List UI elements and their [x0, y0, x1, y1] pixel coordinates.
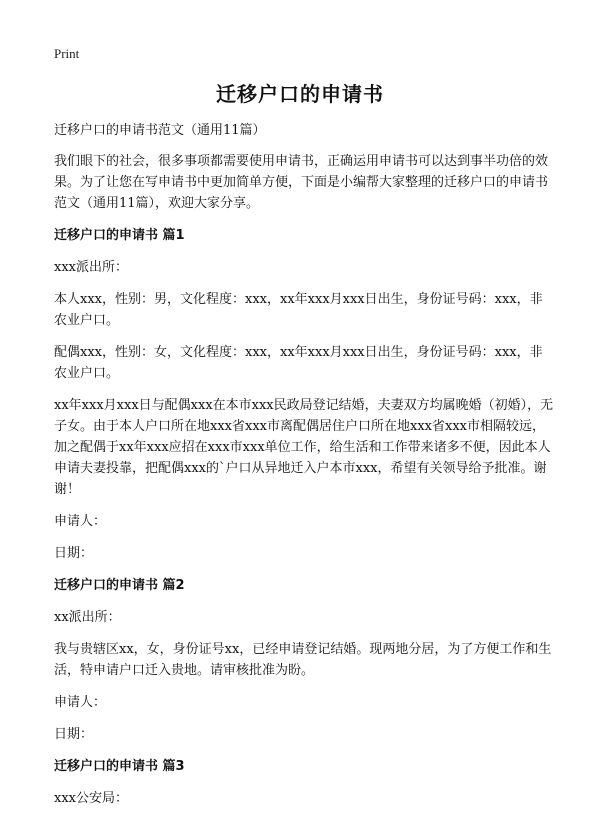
document-title: 迁移户口的申请书: [216, 82, 384, 106]
date-line: 日期：: [54, 727, 94, 742]
addressee-line: xx派出所：: [54, 610, 121, 625]
request-body-paragraph: 我与贵辖区xx，女，身份证号xx，已经申请登记结婚。现两地分居，为了方便工作和生活，特申请户口迁入贵地。请审核批准为盼。: [54, 642, 552, 678]
section-heading: 迁移户口的申请书 篇2: [54, 578, 185, 593]
addressee-line: xxx派出所：: [54, 260, 128, 275]
section-1: [54, 225, 554, 564]
intro-paragraph: 我们眼下的社会，很多事项都需要使用申请书，正确运用申请书可以达到事半功倍的效果。为了让您在写申请书中更加简单方便，下面是小编帮大家整理的迁移户口的申请书范文（通用11篇），欢迎大家分享。: [54, 154, 549, 211]
date-line: 日期：: [54, 546, 94, 561]
section-heading: 迁移户口的申请书 篇3: [54, 759, 185, 774]
applicant-signature-line: 申请人：: [54, 514, 107, 529]
section-2: [54, 575, 554, 745]
document-subtitle: 迁移户口的申请书范文（通用11篇）: [54, 123, 266, 138]
addressee-line: xxx公安局：: [54, 791, 128, 806]
section-heading: 迁移户口的申请书 篇1: [54, 228, 185, 243]
applicant-info-paragraph: 本人xxx，性别：男，文化程度：xxx，xx年xxx月xxx日出生，身份证号码：xxx，非农业户口。: [54, 292, 543, 328]
document-body: [54, 120, 554, 820]
print-label: Print: [54, 46, 80, 61]
request-body-paragraph: xx年xxx月xxx日与配偶xxx在本市xxx民政局登记结婚，夫妻双方均属晚婚（初婚），无子女。由于本人户口所在地xxx省xxx市离配偶居住户口所在地xxx省xxx市相隔较远，加之配偶于xx年xxx应招在xxx市xxx单位工作，给生活和工作带来诸多不便，因此本人申请夫妻投靠，把配偶xxx的`户口从异地迁入户本市xxx，希望有关领导给予批准。谢谢！: [54, 398, 554, 497]
applicant-signature-line: 申请人：: [54, 695, 107, 710]
section-3: [54, 756, 554, 809]
spouse-info-paragraph: 配偶xxx，性别：女，文化程度：xxx，xx年xxx月xxx日出生，身份证号码：xxx，非农业户口。: [54, 345, 543, 381]
